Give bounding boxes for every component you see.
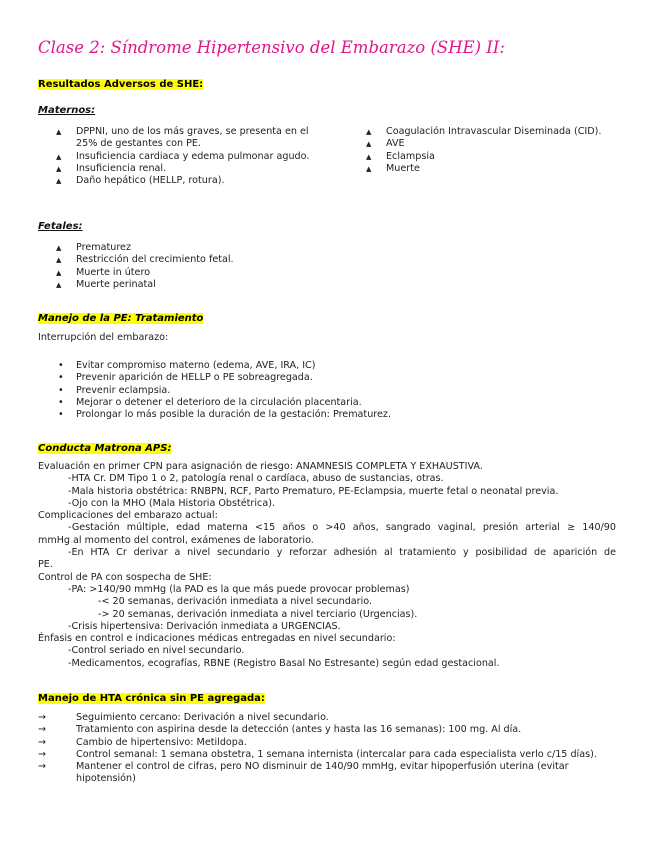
dot-bullet-icon: •: [58, 372, 64, 384]
list-item: ▲ Muerte: [366, 162, 420, 174]
triangle-bullet-icon: ▲: [56, 268, 62, 277]
text-line: -Medicamentos, ecografías, RBNE (Registro Basal No Estresante) según edad gestacional.: [68, 657, 500, 669]
arrow-right-icon: →: [38, 724, 47, 736]
fetales-list: [38, 242, 438, 291]
text-line: -HTA Cr. DM Tipo 1 o 2, patología renal o cardíaca, abuso de sustancias, otras.: [68, 473, 444, 485]
text-line: -Gestación múltiple, edad materna <15 años o >40 años, sangrado vaginal, presión arterial ≥ 140/90: [68, 522, 616, 534]
subheading-maternos: Maternos:: [38, 105, 96, 116]
list-item: → Seguimiento cercano: Derivación a nivel secundario.: [38, 712, 329, 723]
arrow-right-icon: →: [38, 736, 47, 748]
text-line: PE.: [38, 559, 53, 571]
text-line: -Crisis hipertensiva: Derivación inmediata a URGENCIAS.: [68, 620, 341, 632]
triangle-bullet-icon: ▲: [366, 128, 372, 136]
triangle-bullet-icon: ▲: [366, 140, 372, 149]
triangle-bullet-icon: ▲: [366, 152, 372, 161]
list-item: → Control semanal: 1 semana obstetra, 1 semana internista (intercalar para cada especialista verlo c/15 días).: [38, 748, 597, 760]
dot-bullet-icon: •: [58, 360, 64, 371]
triangle-bullet-icon: ▲: [56, 128, 62, 136]
triangle-bullet-icon: ▲: [56, 177, 62, 186]
triangle-bullet-icon: ▲: [56, 244, 62, 252]
text-line: -En HTA Cr derivar a nivel secundario y reforzar adhesión al tratamiento y posibilidad de aparición de: [68, 547, 616, 559]
conducta-body: [38, 461, 616, 670]
list-item: ▲ Muerte in útero: [56, 266, 151, 278]
text-line: mmHg al momento del control, exámenes de laboratorio.: [38, 534, 314, 546]
text-line: -< 20 semanas, derivación inmediata a nivel secundario.: [98, 596, 373, 608]
list-item: → Cambio de hipertensivo: Metildopa.: [38, 736, 247, 748]
subheading-fetales: Fetales:: [38, 221, 83, 232]
dot-bullet-icon: •: [58, 396, 64, 408]
triangle-bullet-icon: ▲: [366, 164, 372, 173]
list-item: ▲ Eclampsia: [366, 150, 435, 162]
section-heading-conducta: Conducta Matrona APS:: [38, 443, 172, 454]
triangle-bullet-icon: ▲: [56, 280, 62, 289]
arrow-right-icon: →: [38, 748, 47, 760]
list-item: → Mantener el control de cifras, pero NO disminuir de 140/90 mmHg, evitar hipoperfusión uterina (evitar hipotensión): [38, 761, 569, 785]
list-item: ▲ Daño hepático (HELLP, rotura).: [56, 175, 225, 187]
dot-bullet-icon: •: [58, 409, 64, 421]
triangle-bullet-icon: ▲: [56, 256, 62, 265]
section-heading-manejo-pe: Manejo de la PE: Tratamiento: [38, 313, 204, 324]
maternos-list-right: [348, 126, 618, 175]
list-item: • Prolongar lo más posible la duración de la gestación: Prematurez.: [58, 409, 391, 421]
list-item: ▲ Insuficiencia cardiaca y edema pulmonar agudo.: [56, 150, 310, 162]
list-item: • Prevenir aparición de HELLP o PE sobreagregada.: [58, 372, 313, 384]
arrow-right-icon: →: [38, 761, 47, 773]
dot-bullet-icon: •: [58, 384, 64, 396]
list-item: • Evitar compromiso materno (edema, AVE, IRA, IC): [58, 360, 316, 371]
list-item: ▲ DPPNI, uno de los más graves, se presenta en el 25% de gestantes con PE.: [56, 126, 309, 150]
arrow-right-icon: →: [38, 712, 47, 723]
list-item: • Prevenir eclampsia.: [58, 384, 171, 396]
triangle-bullet-icon: ▲: [56, 152, 62, 161]
list-item: ▲ Coagulación Intravascular Diseminada (CID).: [366, 126, 602, 137]
list-item: ▲ AVE: [366, 138, 405, 150]
hta-list: [38, 712, 616, 786]
section-heading-resultados: Resultados Adversos de SHE:: [38, 79, 204, 90]
text-line: -Control seriado en nivel secundario.: [68, 645, 245, 657]
text-line: -PA: >140/90 mmHg (la PAD es la que más puede provocar problemas): [68, 583, 410, 595]
list-item: ▲ Muerte perinatal: [56, 278, 156, 290]
text-line: -> 20 semanas, derivación inmediata a nivel terciario (Urgencias).: [98, 608, 418, 620]
triangle-bullet-icon: ▲: [56, 164, 62, 173]
list-item: ▲ Insuficiencia renal.: [56, 162, 167, 174]
text-line: -Ojo con la MHO (Mala Historia Obstétrica).: [68, 497, 275, 509]
text-line: Control de PA con sospecha de SHE:: [38, 571, 212, 583]
maternos-list-left: [38, 126, 310, 187]
page-title: Clase 2: Síndrome Hipertensivo del Embarazo (SHE) II:: [38, 38, 505, 57]
list-item: ▲ Restricción del crecimiento fetal.: [56, 254, 234, 266]
list-item: ▲ Prematurez: [56, 242, 131, 253]
section-heading-hta: Manejo de HTA crónica sin PE agregada:: [38, 693, 265, 704]
text-line: Complicaciones del embarazo actual:: [38, 510, 218, 522]
text-line: -Mala historia obstétrica: RNBPN, RCF, Parto Prematuro, PE-Eclampsia, muerte fetal o neonatal previa.: [68, 485, 559, 497]
text-line: Énfasis en control e indicaciones médicas entregadas en nivel secundario:: [38, 633, 396, 645]
manejo-list: [38, 360, 598, 421]
text-line: Evaluación en primer CPN para asignación de riesgo: ANAMNESIS COMPLETA Y EXHAUSTIVA.: [38, 461, 483, 472]
list-item: • Mejorar o detener el deterioro de la circulación placentaria.: [58, 396, 362, 408]
manejo-intro: Interrupción del embarazo:: [38, 332, 169, 343]
list-item: → Tratamiento con aspirina desde la detección (antes y hasta las 16 semanas): 100 mg. Al día.: [38, 724, 522, 736]
